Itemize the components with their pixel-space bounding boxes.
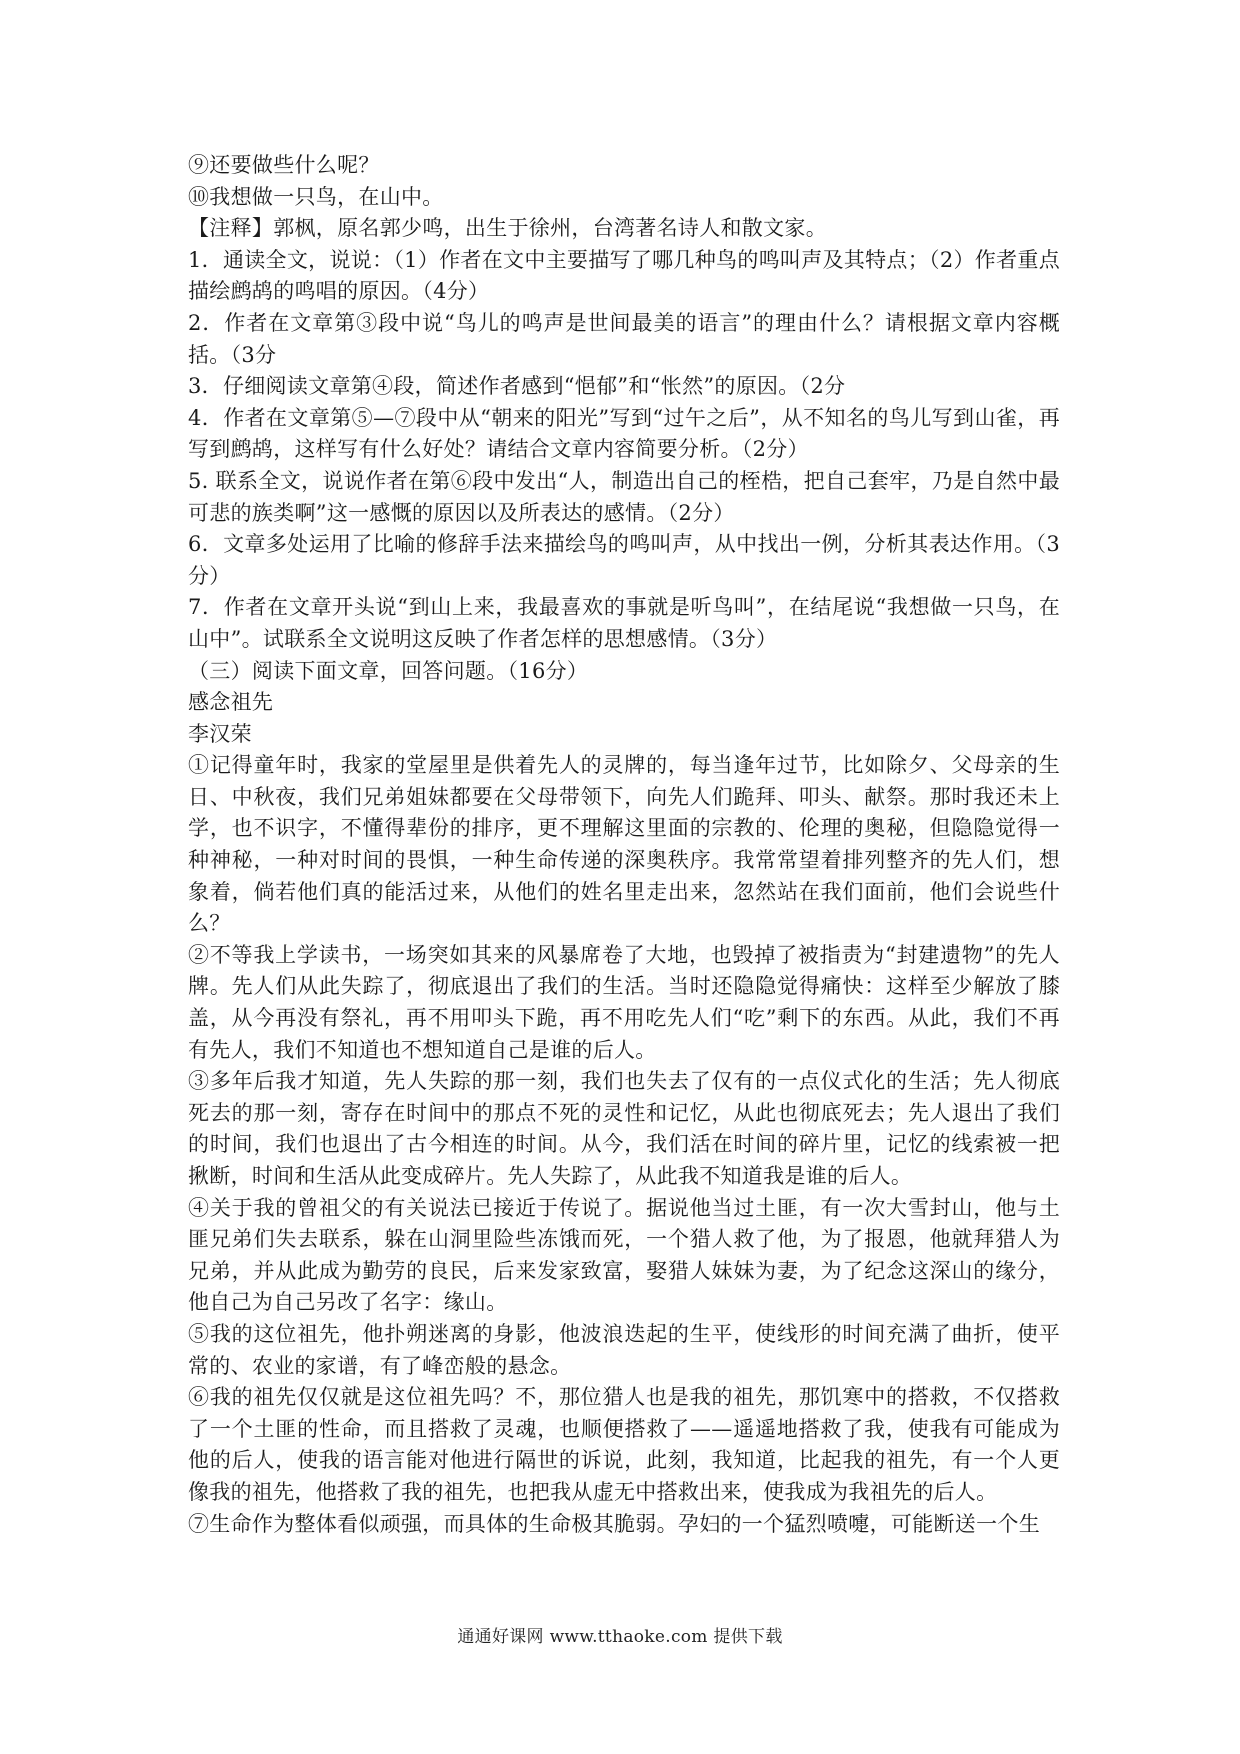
question-5: 5. 联系全文，说说作者在第⑥段中发出“人，制造出自己的桎梏，把自己套牢，乃是自然中最可悲的族类啊”这一感慨的原因以及所表达的感情。（2分） (188, 468, 1060, 525)
article-paragraph-4: ④关于我的曾祖父的有关说法已接近于传说了。据说他当过土匪，有一次大雪封山，他与土匪兄弟们失去联系，躲在山洞里险些冻饿而死，一个猎人救了他，为了报恩，他就拜猎人为兄弟，并从此成为勤劳的良民，后来发家致富，娶猎人妹妹为妻，为了纪念这深山的缘分，他自己为自己另改了名字：缘山。 (188, 1195, 1060, 1315)
article-title: 感念祖先 (188, 690, 274, 715)
question-6: 6．文章多处运用了比喻的修辞手法来描绘鸟的鸣叫声，从中找出一例，分析其表达作用。（3分） (188, 532, 1060, 588)
article-paragraph-1: ①记得童年时，我家的堂屋里是供着先人的灵牌的，每当逢年过节，比如除夕、父母亲的生日、中秋夜，我们兄弟姐妹都要在父母带领下，向先人们跪拜、叩头、献祭。那时我还未上学，也不识字，不懂得辈份的排序，更不理解这里面的宗教的、伦理的奥秘，但隐隐觉得一种神秘，一种对时间的畏惧，一种生命传递的深奥秩序。我常常望着排列整齐的先人们，想象着，倘若他们真的能活过来，从他们的姓名里走出来，忽然站在我们面前，他们会说些什么？ (188, 753, 1060, 936)
document-body (188, 150, 1060, 1540)
question-1: 1．通读全文，说说：（1）作者在文中主要描写了哪几种鸟的鸣叫声及其特点；（2）作者重点描绘鹧鸪的鸣唱的原因。（4分） (188, 247, 1060, 304)
article-paragraph-6: ⑥我的祖先仅仅就是这位祖先吗？不，那位猎人也是我的祖先，那饥寒中的搭救，不仅搭救了一个土匪的性命，而且搭救了灵魂，也顺便搭救了——遥遥地搭救了我，使我有可能成为他的后人，使我的语言能对他进行隔世的诉说，此刻，我知道，比起我的祖先，有一个人更像我的祖先，他搭救了我的祖先，也把我从虚无中搭救出来，使我成为我祖先的后人。 (188, 1385, 1060, 1504)
article-paragraph-7: ⑦生命作为整体看似顽强，而具体的生命极其脆弱。孕妇的一个猛烈喷嚏，可能断送一个生 (188, 1511, 1040, 1536)
article-paragraph-5: ⑤我的这位祖先，他扑朔迷离的身影，他波浪迭起的生平，使线形的时间充满了曲折，使平常的、农业的家谱，有了峰峦般的悬念。 (188, 1321, 1060, 1378)
question-3: 3．仔细阅读文章第④段，简述作者感到“悒郁”和“怅然”的原因。（2分 (188, 374, 846, 399)
article-paragraph-2: ②不等我上学读书，一场突如其来的风暴席卷了大地，也毁掉了被指责为“封建遗物”的先人牌。先人们从此失踪了，彻底退出了我们的生活。当时还隐隐觉得痛快：这样至少解放了膝盖，从今再没有祭礼，再不用叩头下跪，再不用吃先人们“吃”剩下的东西。从此，我们不再有先人，我们不知道也不想知道自己是谁的后人。 (188, 942, 1060, 1062)
article-author: 李汉荣 (188, 721, 252, 746)
paragraph-10: ⑩我想做一只鸟，在山中。 (188, 184, 444, 209)
article-paragraph-3: ③多年后我才知道，先人失踪的那一刻，我们也失去了仅有的一点仪式化的生活；先人彻底死去的那一刻，寄存在时间中的那点不死的灵性和记忆，从此也彻底死去；先人退出了我们的时间，我们也退出了古今相连的时间。从今，我们活在时间的碎片里，记忆的线索被一把揪断，时间和生活从此变成碎片。先人失踪了，从此我不知道我是谁的后人。 (188, 1069, 1060, 1188)
question-7: 7．作者在文章开头说“到山上来，我最喜欢的事就是听鸟叫”，在结尾说“我想做一只鸟，在山中”。试联系全文说明这反映了作者怎样的思想感情。（3分） (188, 595, 1060, 651)
page-footer: 通通好课网 www.tthaoke.com 提供下载 (457, 1627, 783, 1647)
question-2: 2．作者在文章第③段中说“鸟儿的鸣声是世间最美的语言”的理由什么？请根据文章内容概括。（3分 (188, 310, 1060, 367)
question-4: 4．作者在文章第⑤—⑦段中从“朝来的阳光”写到“过午之后”，从不知名的鸟儿写到山雀，再写到鹧鸪，这样写有什么好处？请结合文章内容简要分析。（2分） (188, 405, 1060, 462)
paragraph-9: ⑨还要做些什么呢？ (188, 153, 380, 177)
section-heading: （三）阅读下面文章，回答问题。（16分） (188, 658, 589, 683)
annotation-note: 【注释】郭枫，原名郭少鸣，出生于徐州，台湾著名诗人和散文家。 (188, 216, 827, 241)
